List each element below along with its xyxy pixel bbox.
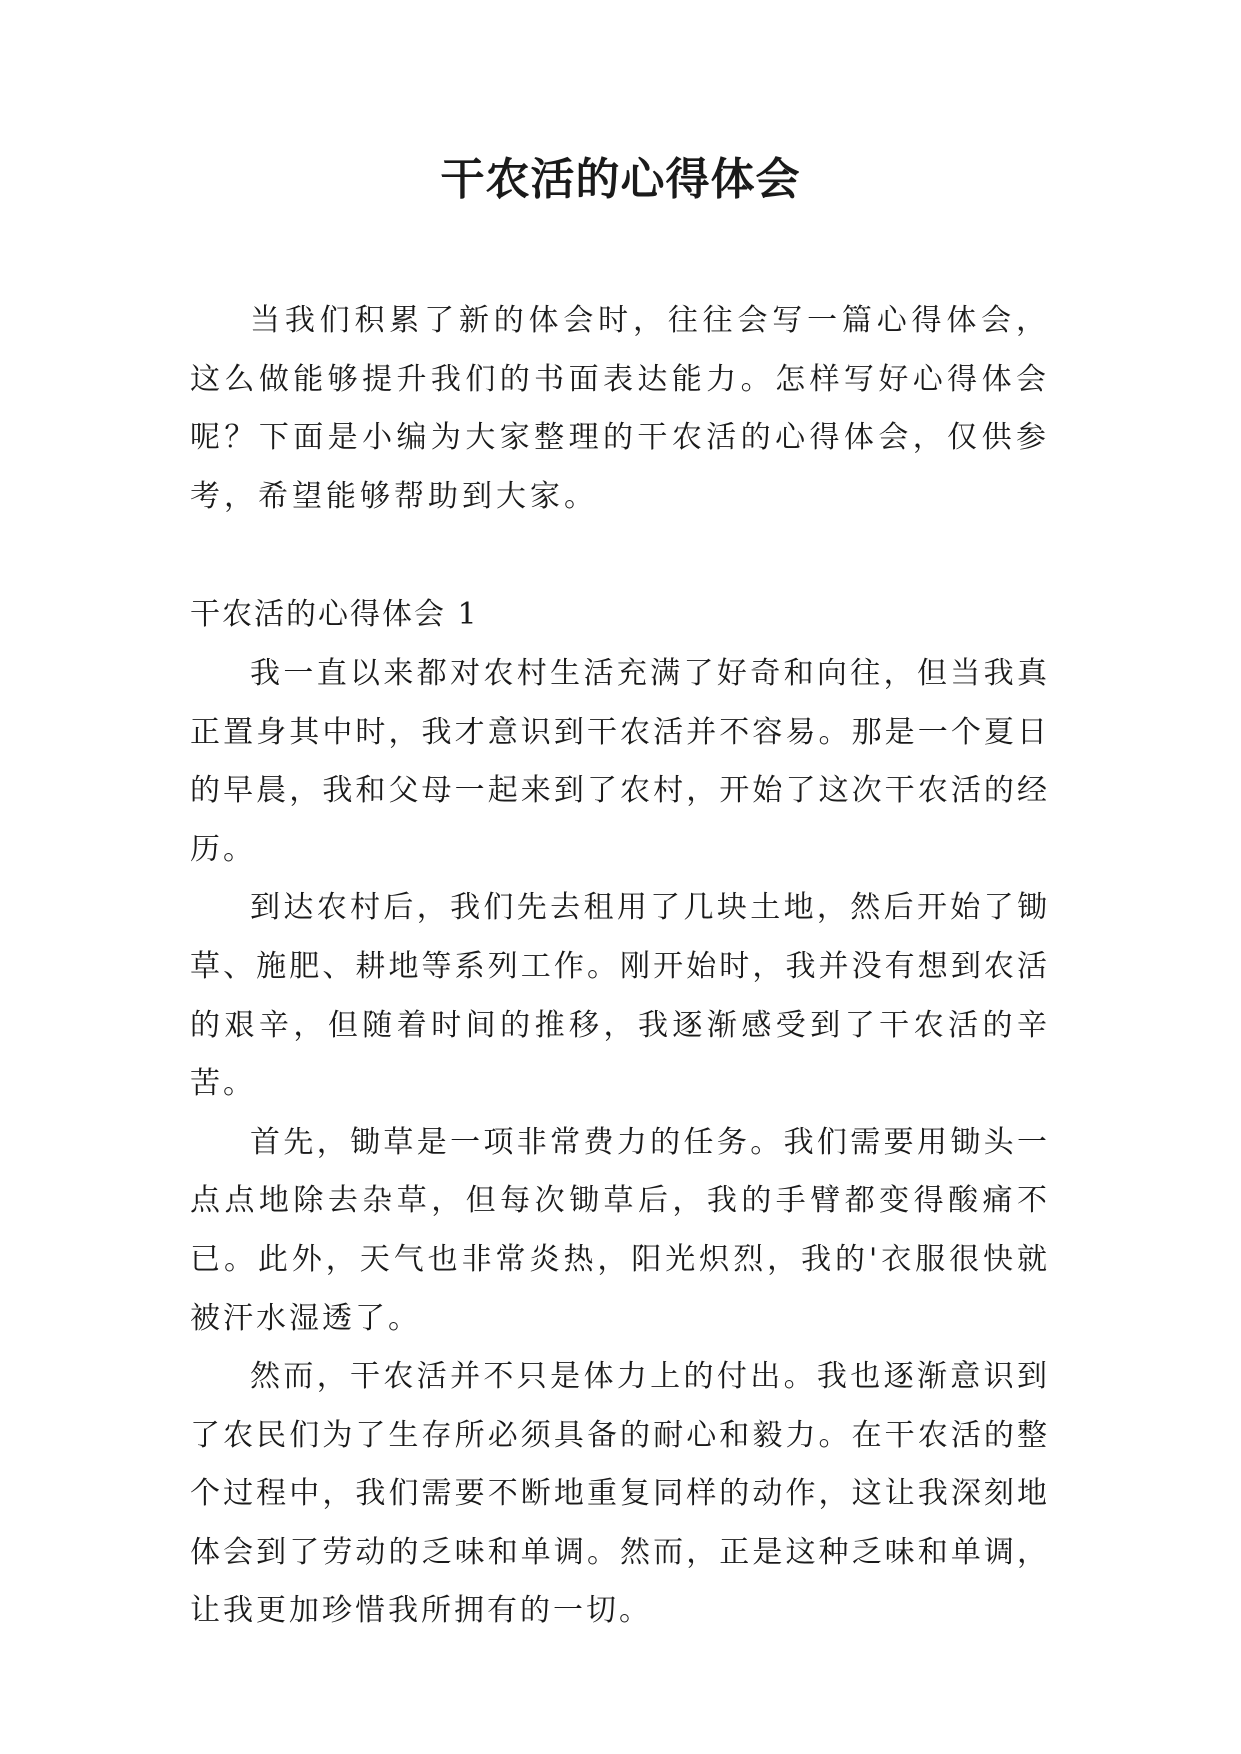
document-title: 干农活的心得体会 <box>440 154 801 205</box>
body-paragraph: 首先，锄草是一项非常费力的任务。我们需要用锄头一点点地除去杂草，但每次锄草后，我的手臂都变得酸痛不已。此外，天气也非常炎热，阳光炽烈，我的'衣服很快就被汗水湿透了。 <box>190 1124 1050 1336</box>
intro-paragraph: 当我们积累了新的体会时，往往会写一篇心得体会，这么做能够提升我们的书面表达能力。怎样写好心得体会呢？下面是小编为大家整理的干农活的心得体会，仅供参考，希望能够帮助到大家。 <box>190 303 1050 514</box>
body-paragraph: 到达农村后，我们先去租用了几块土地，然后开始了锄草、施肥、耕地等系列工作。刚开始时，我并没有想到农活的艰辛，但随着时间的推移，我逐渐感受到了干农活的辛苦。 <box>190 890 1050 1102</box>
section-spacer <box>190 526 1050 586</box>
body-paragraph: 我一直以来都对农村生活充满了好奇和向往，但当我真正置身其中时，我才意识到干农活并不容易。那是一个夏日的早晨，我和父母一起来到了农村，开始了这次干农活的经历。 <box>190 655 1050 867</box>
body-paragraph: 然而，干农活并不只是体力上的付出。我也逐渐意识到了农民们为了生存所必须具备的耐心和毅力。在干农活的整个过程中，我们需要不断地重复同样的动作，这让我深刻地体会到了劳动的乏味和单调。然而，正是这种乏味和单调，让我更加珍惜我所拥有的一切。 <box>190 1359 1050 1629</box>
document-body <box>190 292 1050 1641</box>
section-heading: 干农活的心得体会 1 <box>190 597 479 633</box>
